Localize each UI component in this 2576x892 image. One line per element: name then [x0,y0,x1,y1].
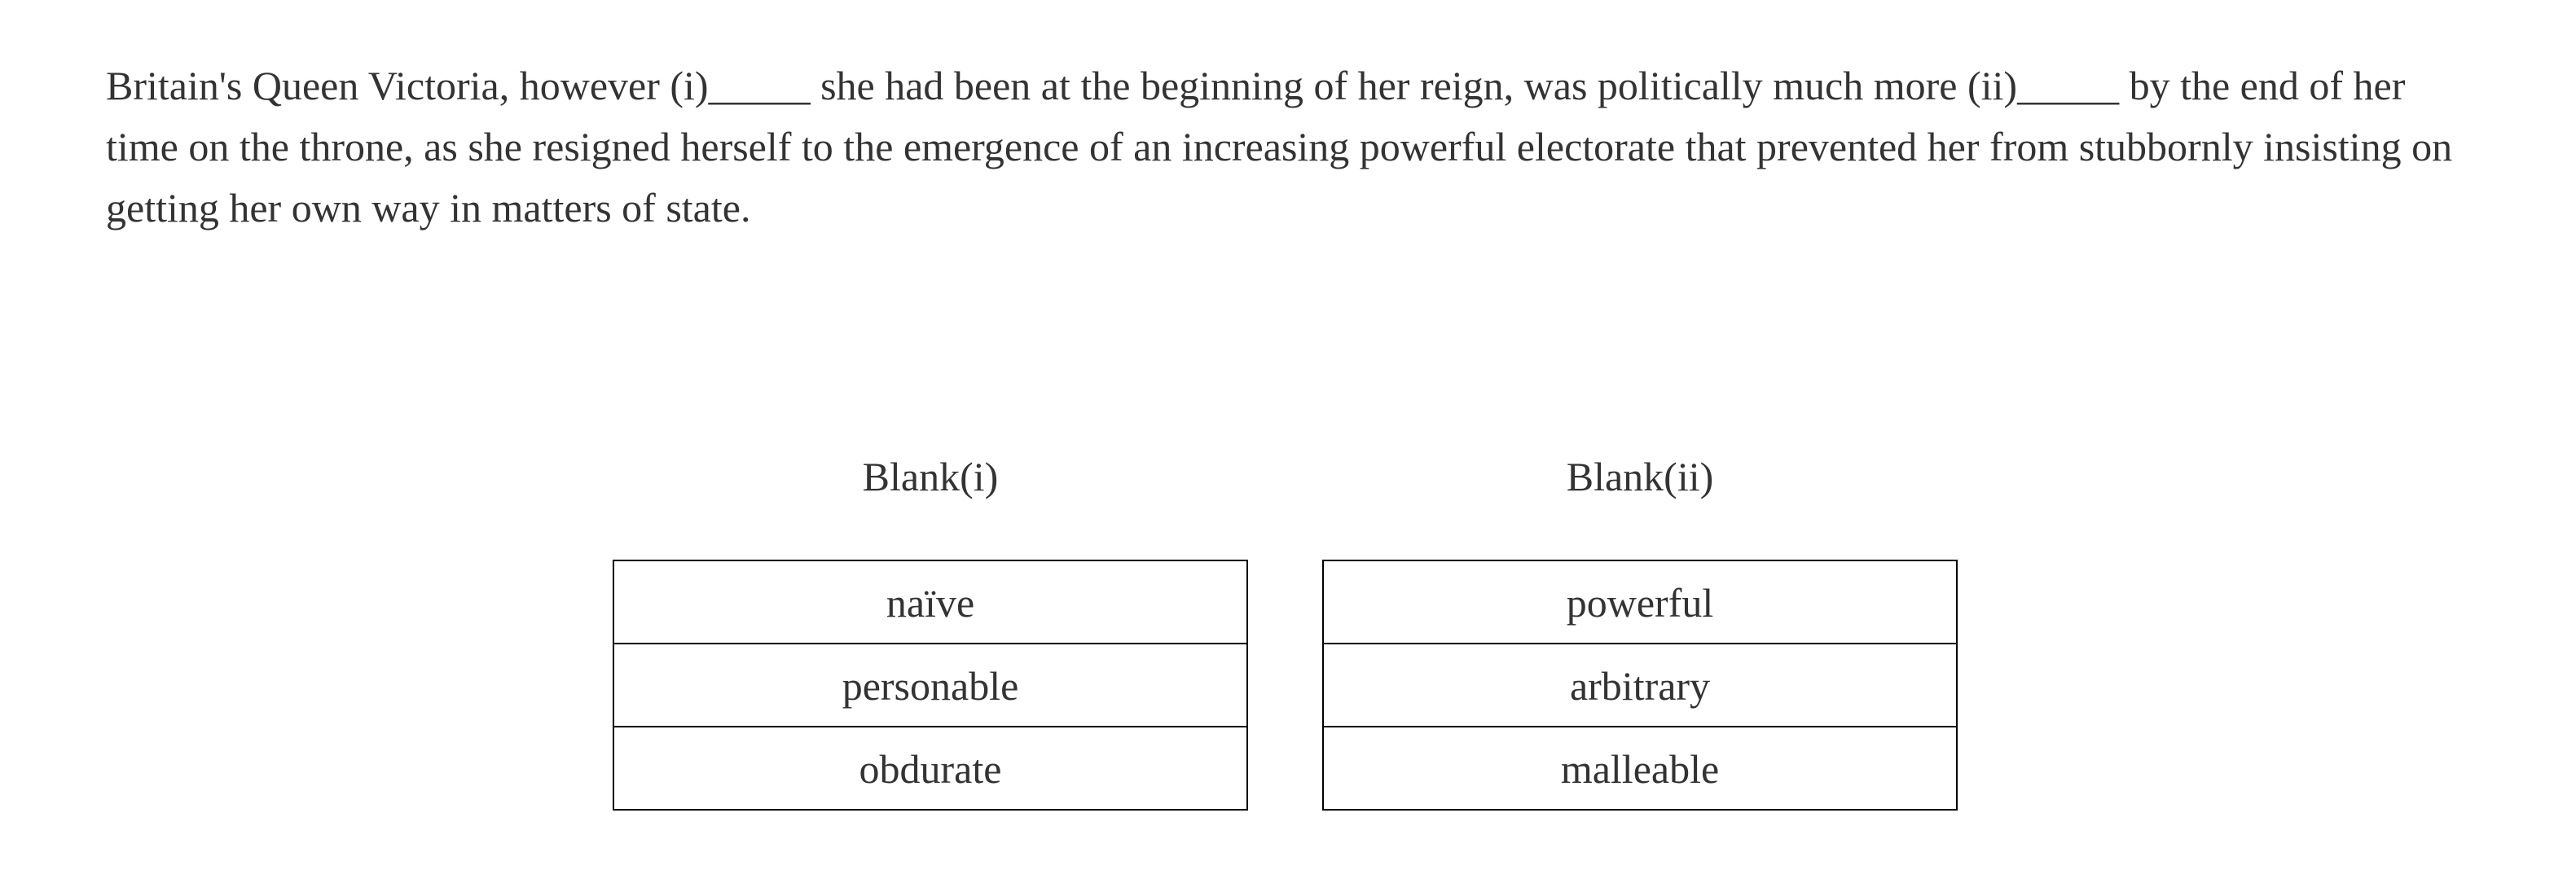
blank-ii-heading: Blank(ii) [1566,454,1714,499]
blank-ii-choices [1322,560,1958,811]
blank-i-column [613,446,1248,792]
blank-ii-option[interactable]: powerful [1324,561,1956,644]
blank-i-option[interactable]: naïve [614,561,1246,644]
blank-i-heading: Blank(i) [862,454,999,499]
question-text: Britain's Queen Victoria, however (i)_____ she had been at the beginning of her reign, was politically much more (ii)_____ by the end of her time on the throne, as she resigned herself to the emergence of an increasing powerful electorate that prevented her from stubbornly insisting on getting her own way in matters of state. [106,63,2453,231]
blank-i-option[interactable]: obdurate [859,746,1002,792]
blank-ii-option[interactable]: malleable [1560,746,1720,792]
blank-ii-column [1322,446,1958,792]
blank-ii-option[interactable]: arbitrary [1324,644,1956,727]
answer-columns [0,446,2576,821]
blank-i-choices [613,560,1248,811]
blank-i-option[interactable]: personable [614,644,1246,727]
